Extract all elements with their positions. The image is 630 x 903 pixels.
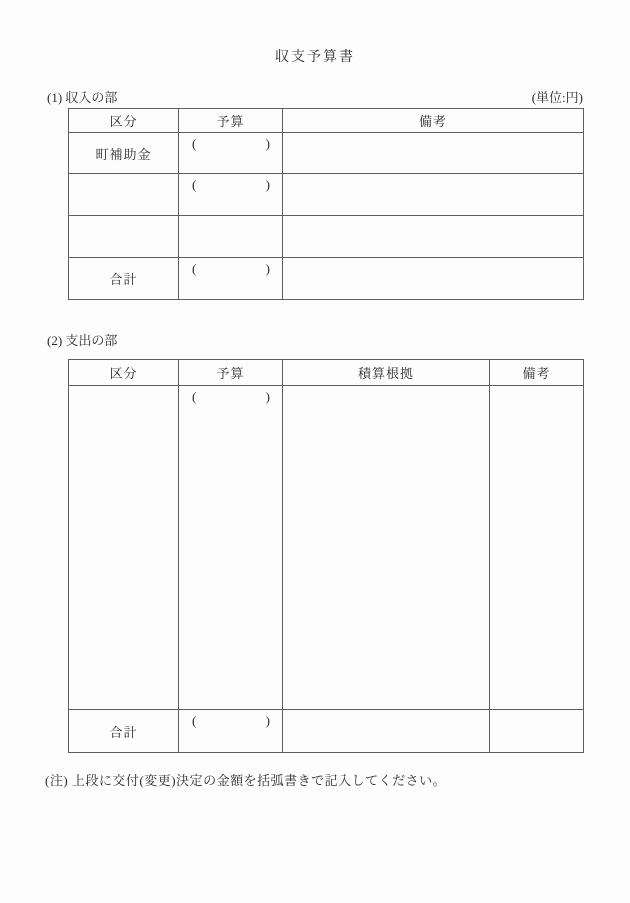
expense-section-heading: (2) 支出の部 bbox=[47, 333, 118, 348]
close-paren: ) bbox=[265, 136, 270, 151]
income-total-remarks-cell bbox=[283, 258, 584, 300]
income-table bbox=[68, 108, 584, 300]
income-budget-cell bbox=[179, 174, 283, 216]
income-row-total bbox=[69, 258, 584, 300]
budget-paren-field bbox=[179, 174, 282, 193]
income-category-cell bbox=[69, 216, 179, 258]
income-header-budget: 予算 bbox=[179, 109, 283, 133]
open-paren: ( bbox=[192, 389, 197, 404]
budget-paren-field bbox=[179, 258, 282, 277]
income-remarks-cell bbox=[283, 216, 584, 258]
expense-row-main bbox=[69, 386, 584, 710]
expense-header-budget: 予算 bbox=[179, 360, 283, 386]
income-budget-cell bbox=[179, 133, 283, 174]
close-paren: ) bbox=[265, 713, 270, 728]
open-paren: ( bbox=[192, 261, 197, 276]
income-remarks-cell bbox=[283, 133, 584, 174]
expense-header-basis: 積算根拠 bbox=[283, 360, 490, 386]
income-row-blank-2 bbox=[69, 216, 584, 258]
income-header-remarks: 備考 bbox=[283, 109, 584, 133]
close-paren: ) bbox=[265, 261, 270, 276]
expense-row-total bbox=[69, 710, 584, 753]
footnote: (注) 上段に交付(変更)決定の金額を括弧書きで記入してください。 bbox=[45, 773, 447, 788]
income-section-heading: (1) 収入の部 bbox=[47, 90, 118, 105]
income-remarks-cell bbox=[283, 174, 584, 216]
expense-total-budget-cell bbox=[179, 710, 283, 753]
expense-total-label-cell: 合計 bbox=[69, 710, 179, 753]
open-paren: ( bbox=[192, 136, 197, 151]
income-total-budget-cell bbox=[179, 258, 283, 300]
close-paren: ) bbox=[265, 177, 270, 192]
expense-budget-cell bbox=[179, 386, 283, 710]
income-section-bar bbox=[47, 87, 583, 106]
document-title: 収支予算書 bbox=[275, 50, 355, 65]
income-total-label-cell: 合計 bbox=[69, 258, 179, 300]
expense-table bbox=[68, 359, 584, 753]
expense-header-remarks: 備考 bbox=[490, 360, 584, 386]
open-paren: ( bbox=[192, 713, 197, 728]
expense-total-remarks-cell bbox=[490, 710, 584, 753]
expense-category-cell bbox=[69, 386, 179, 710]
budget-paren-field bbox=[179, 710, 282, 729]
expense-total-basis-cell bbox=[283, 710, 490, 753]
income-row-blank-1 bbox=[69, 174, 584, 216]
expense-basis-cell bbox=[283, 386, 490, 710]
expense-header-category: 区分 bbox=[69, 360, 179, 386]
unit-label: (単位:円) bbox=[531, 90, 583, 105]
income-category-cell: 町補助金 bbox=[69, 133, 179, 174]
expense-remarks-cell bbox=[490, 386, 584, 710]
income-row-subsidy bbox=[69, 133, 584, 174]
close-paren: ) bbox=[265, 389, 270, 404]
income-header-category: 区分 bbox=[69, 109, 179, 133]
budget-paren-field bbox=[179, 133, 282, 152]
income-header-row bbox=[69, 109, 584, 133]
income-category-cell bbox=[69, 174, 179, 216]
income-budget-cell bbox=[179, 216, 283, 258]
expense-header-row bbox=[69, 360, 584, 386]
budget-paren-field bbox=[179, 386, 282, 405]
open-paren: ( bbox=[192, 177, 197, 192]
